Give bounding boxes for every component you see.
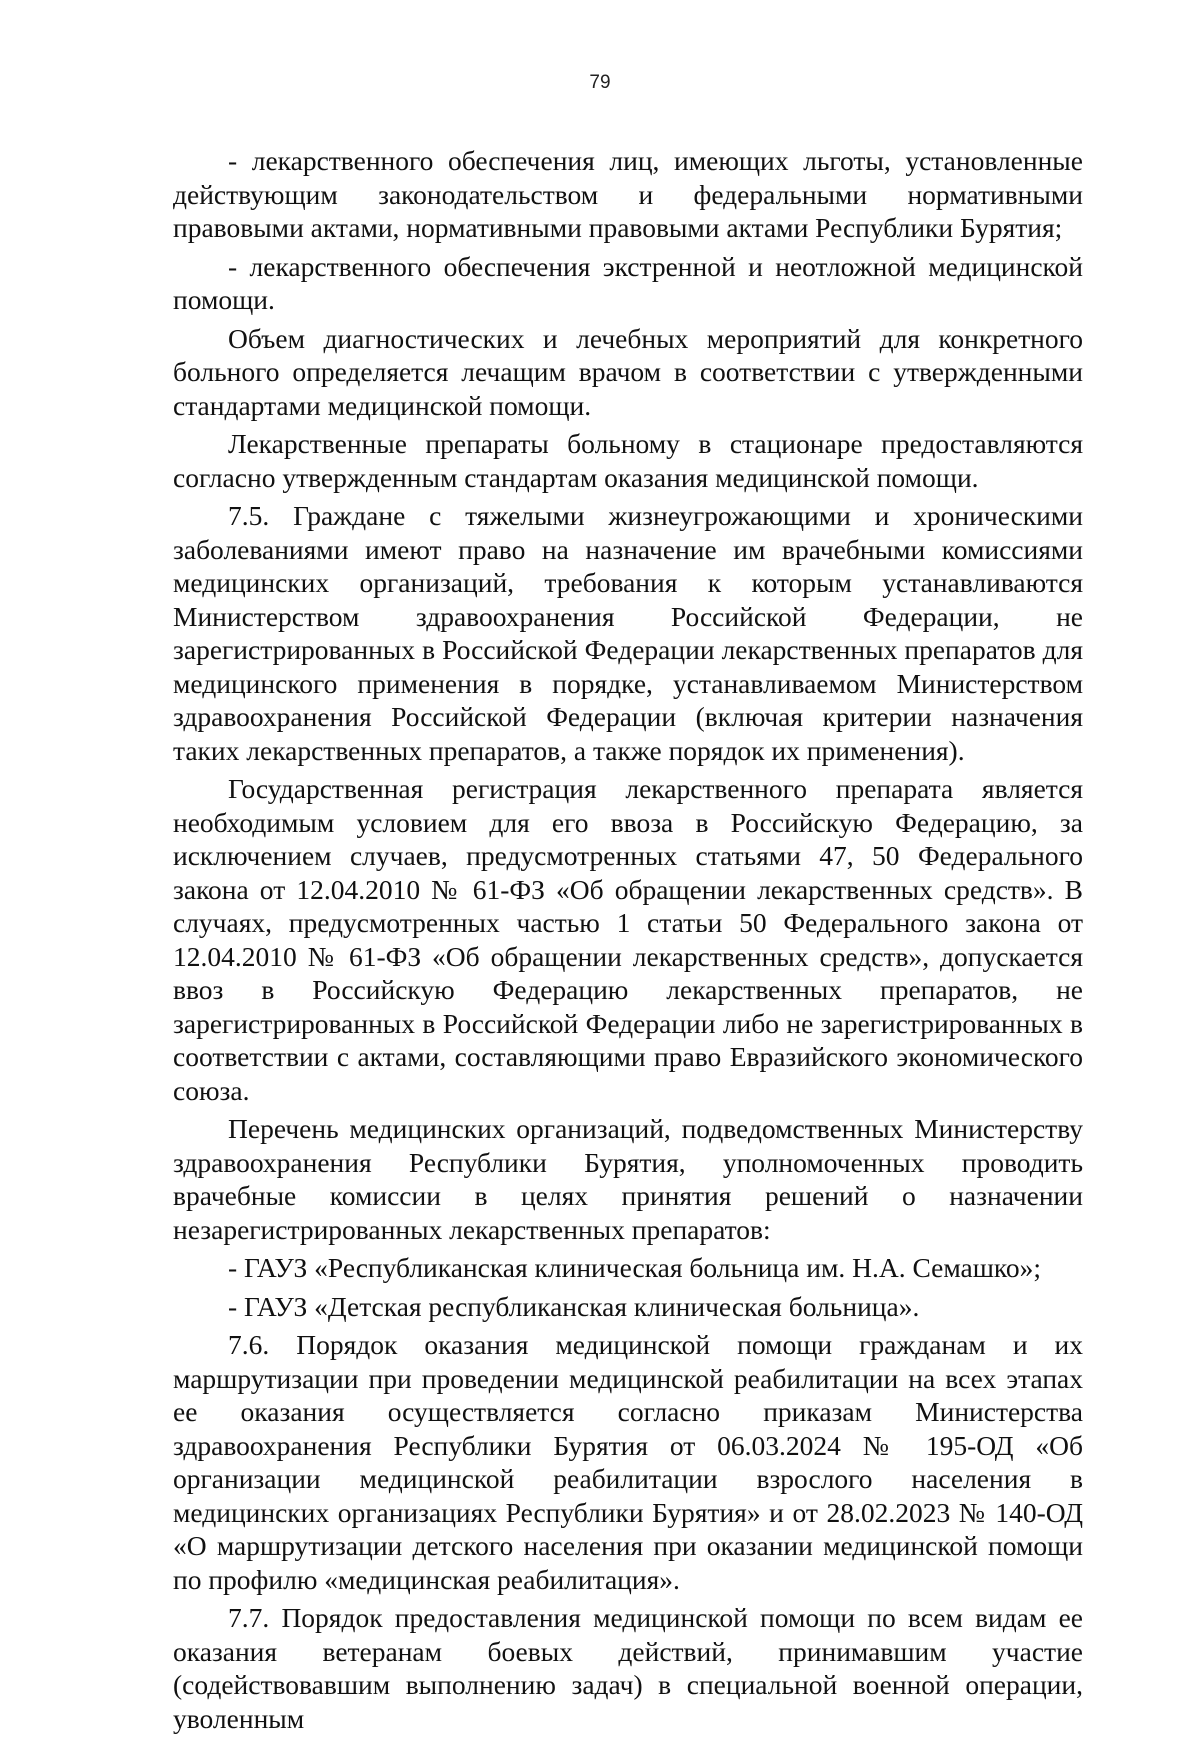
paragraph-inpatient-drugs: Лекарственные препараты больному в стационаре предоставляются согласно утвержденным стандартам оказания медицинской помощи. [173, 428, 1083, 493]
paragraph-benefit-drug-supply: - лекарственного обеспечения лиц, имеющих льготы, установленные действующим законодательством и федеральными нормативными правовыми актами, нормативными правовыми актами Республики Бурятия; [173, 145, 1083, 243]
paragraph-section-7-6: 7.6. Порядок оказания медицинской помощи гражданам и их маршрутизации при проведении медицинской реабилитации на всех этапах ее оказания осуществляется согласно приказам Министерства здравоохранения Республики Бурятия от 06.03.2024 № 195-ОД «Об организации медицинской реабилитации взрослого населения в медицинских организациях Республики Бурятия» и от 28.02.2023 № 140-ОД «О маршрутизации детского населения при оказании медицинской помощи по профилю «медицинская реабилитация». [173, 1329, 1083, 1595]
document-body [173, 144, 1083, 1740]
page-number: 79 [589, 72, 611, 93]
list-item-children-hospital: - ГАУЗ «Детская республиканская клиническая больница». [228, 1290, 920, 1322]
paragraph-diagnostic-scope: Объем диагностических и лечебных мероприятий для конкретного больного определяется лечащим врачом в соответствии с утвержденными стандартами медицинской помощи. [173, 322, 1083, 421]
paragraph-section-7-7: 7.7. Порядок предоставления медицинской помощи по всем видам ее оказания ветеранам боевых действий, принимавшим участие (содействовавшим выполнению задач) в специальной военной операции, уволенным [173, 1602, 1083, 1734]
paragraph-section-7-5: 7.5. Граждане с тяжелыми жизнеугрожающими и хроническими заболеваниями имеют право на назначение им врачебными комиссиями медицинских организаций, требования к которым устанавливаются Министерством здравоохранения Российской Федерации, не зарегистрированных в Российской Федерации лекарственных препаратов для медицинского применения в порядке, устанавливаемом Министерством здравоохранения Российской Федерации (включая критерии назначения таких лекарственных препаратов, а также порядок их применения). [173, 500, 1083, 766]
paragraph-emergency-drug-supply: - лекарственного обеспечения экстренной и неотложной медицинской помощи. [173, 250, 1083, 315]
paragraph-organizations-list-intro: Перечень медицинских организаций, подведомственных Министерству здравоохранения Республики Бурятия, уполномоченных проводить врачебные комиссии в целях принятия решений о назначении незарегистрированных лекарственных препаратов: [173, 1113, 1083, 1245]
paragraph-state-registration: Государственная регистрация лекарственного препарата является необходимым условием для его ввоза в Российскую Федерацию, за исключением случаев, предусмотренных статьями 47, 50 Федерального закона от 12.04.2010 № 61-ФЗ «Об обращении лекарственных средств». В случаях, предусмотренных частью 1 статьи 50 Федерального закона от 12.04.2010 № 61-ФЗ «Об обращении лекарственных средств», допускается ввоз в Российскую Федерацию лекарственных препаратов, не зарегистрированных в Российской Федерации либо не зарегистрированных в соответствии с актами, составляющими право Евразийского экономического союза. [173, 773, 1083, 1106]
list-item-semashko-hospital: - ГАУЗ «Республиканская клиническая больница им. Н.А. Семашко»; [228, 1252, 1042, 1283]
